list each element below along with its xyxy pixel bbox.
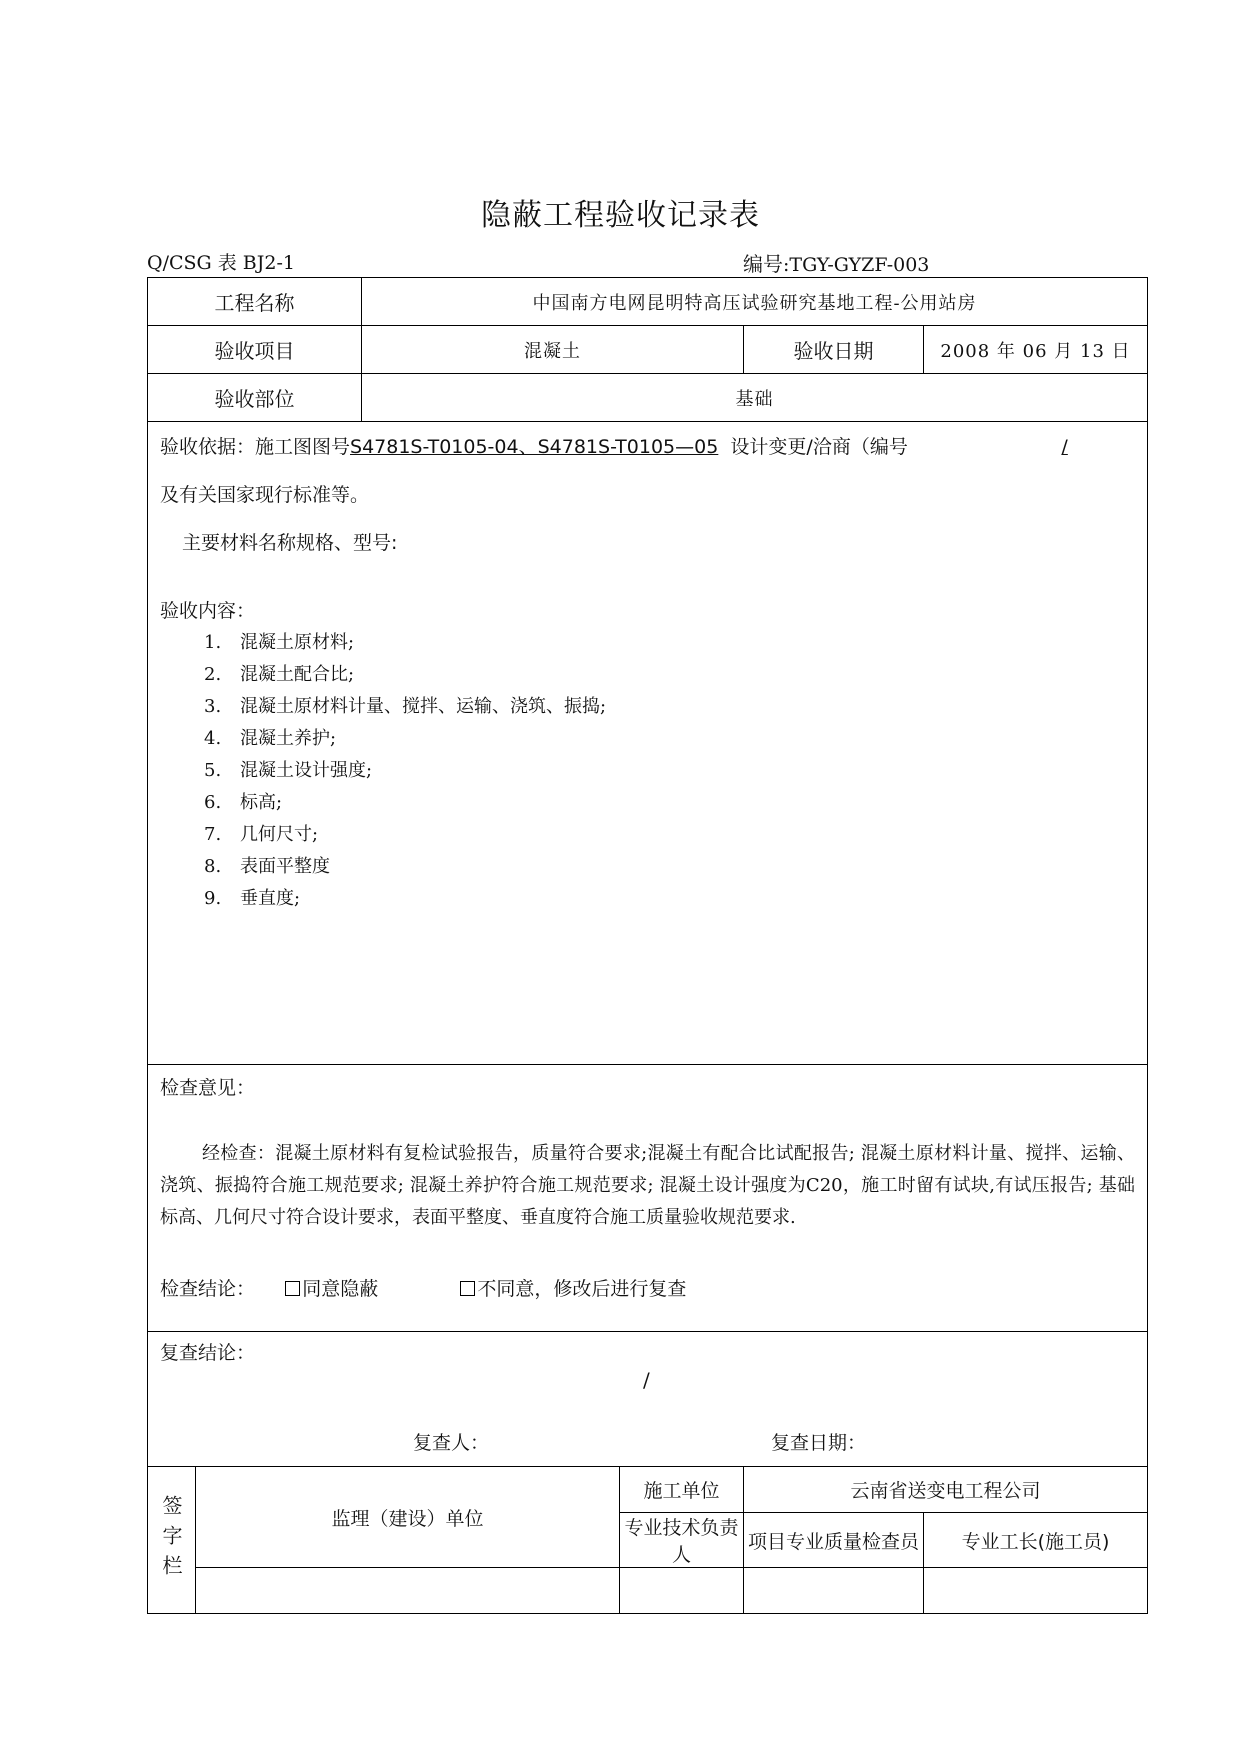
disagree-option-label: 不同意，修改后进行复查 — [477, 1278, 687, 1300]
document-title: 隐蔽工程验收记录表 — [481, 198, 760, 233]
foreman-label: 专业工长(施工员) — [924, 1513, 1148, 1568]
list-item: 4. 混凝土养护; — [204, 728, 337, 749]
inspection-section — [148, 1065, 1148, 1332]
list-item: 7. 几何尺寸; — [204, 824, 319, 845]
contractor-value: 云南省送变电工程公司 — [744, 1467, 1148, 1513]
basis-line: 验收依据：施工图图号S4781S-T0105-04、S4781S-T0105—05 设计变更/洽商（编号 / — [160, 436, 1068, 458]
content-label: 验收内容： — [160, 600, 256, 622]
recheck-person-label: 复查人： — [413, 1432, 490, 1454]
tech-lead-signature[interactable] — [620, 1568, 744, 1614]
location-label: 验收部位 — [148, 374, 362, 422]
standard-code: Q/CSG 表 BJ2-1 — [147, 252, 295, 274]
drawing-numbers: S4781S-T0105-04、S4781S-T0105—05 — [350, 436, 719, 458]
date-value: 2008 年 06 月 13 日 — [924, 326, 1148, 374]
inspection-text: 经检查：混凝土原材料有复检试验报告，质量符合要求;混凝土有配合比试配报告; 混凝土原材料计量、搅拌、运输、浇筑、振捣符合施工规范要求; 混凝土养护符合施工规范要求; 混凝土设计强度为C20，施工时留有试块,有试压报告; 基础标高、几何尺寸符合设计要求，表面平整度、垂直度符合施工质量验收规范要求. — [160, 1143, 1136, 1228]
agree-option-label: 同意隐蔽 — [302, 1278, 379, 1300]
supervisor-label: 监理（建设）单位 — [196, 1467, 620, 1568]
list-item: 2. 混凝土配合比; — [204, 664, 355, 685]
tech-lead-label: 专业技术负责人 — [620, 1513, 744, 1568]
contractor-label: 施工单位 — [620, 1467, 744, 1513]
signature-column-label: 签字栏 — [148, 1467, 196, 1614]
quality-inspector-signature[interactable] — [744, 1568, 924, 1614]
recheck-label: 复查结论： — [160, 1342, 256, 1364]
list-item: 1. 混凝土原材料; — [204, 632, 355, 653]
list-item: 8. 表面平整度 — [204, 856, 330, 877]
list-item: 3. 混凝土原材料计量、搅拌、运输、浇筑、振捣; — [204, 696, 607, 717]
quality-inspector-label: 项目专业质量检查员 — [744, 1513, 924, 1568]
foreman-signature[interactable] — [924, 1568, 1148, 1614]
disagree-checkbox[interactable] — [460, 1281, 475, 1296]
basis-section — [148, 422, 1148, 1065]
materials-label: 主要材料名称规格、型号: — [182, 532, 398, 554]
date-label: 验收日期 — [744, 326, 924, 374]
content-list — [160, 628, 1135, 916]
inspection-conclusion: 检查结论： 同意隐蔽 不同意，修改后进行复查 — [160, 1278, 687, 1300]
list-item: 5. 混凝土设计强度; — [204, 760, 373, 781]
supervisor-signature[interactable] — [196, 1568, 620, 1614]
item-value: 混凝土 — [362, 326, 744, 374]
recheck-section — [148, 1332, 1148, 1467]
basis-standards: 及有关国家现行标准等。 — [160, 484, 370, 506]
location-value: 基础 — [362, 374, 1148, 422]
agree-checkbox[interactable] — [285, 1281, 300, 1296]
item-label: 验收项目 — [148, 326, 362, 374]
inspection-label: 检查意见： — [160, 1077, 256, 1099]
list-item: 9. 垂直度; — [204, 888, 301, 909]
recheck-date-label: 复查日期： — [771, 1432, 867, 1454]
list-item: 6. 标高; — [204, 792, 283, 813]
record-table — [147, 277, 1148, 1614]
project-name-value: 中国南方电网昆明特高压试验研究基地工程-公用站房 — [362, 278, 1148, 326]
document-number: 编号:TGY-GYZF-003 — [743, 252, 930, 276]
change-number: / — [1061, 436, 1068, 458]
project-name-label: 工程名称 — [148, 278, 362, 326]
recheck-value: / — [643, 1368, 650, 1392]
